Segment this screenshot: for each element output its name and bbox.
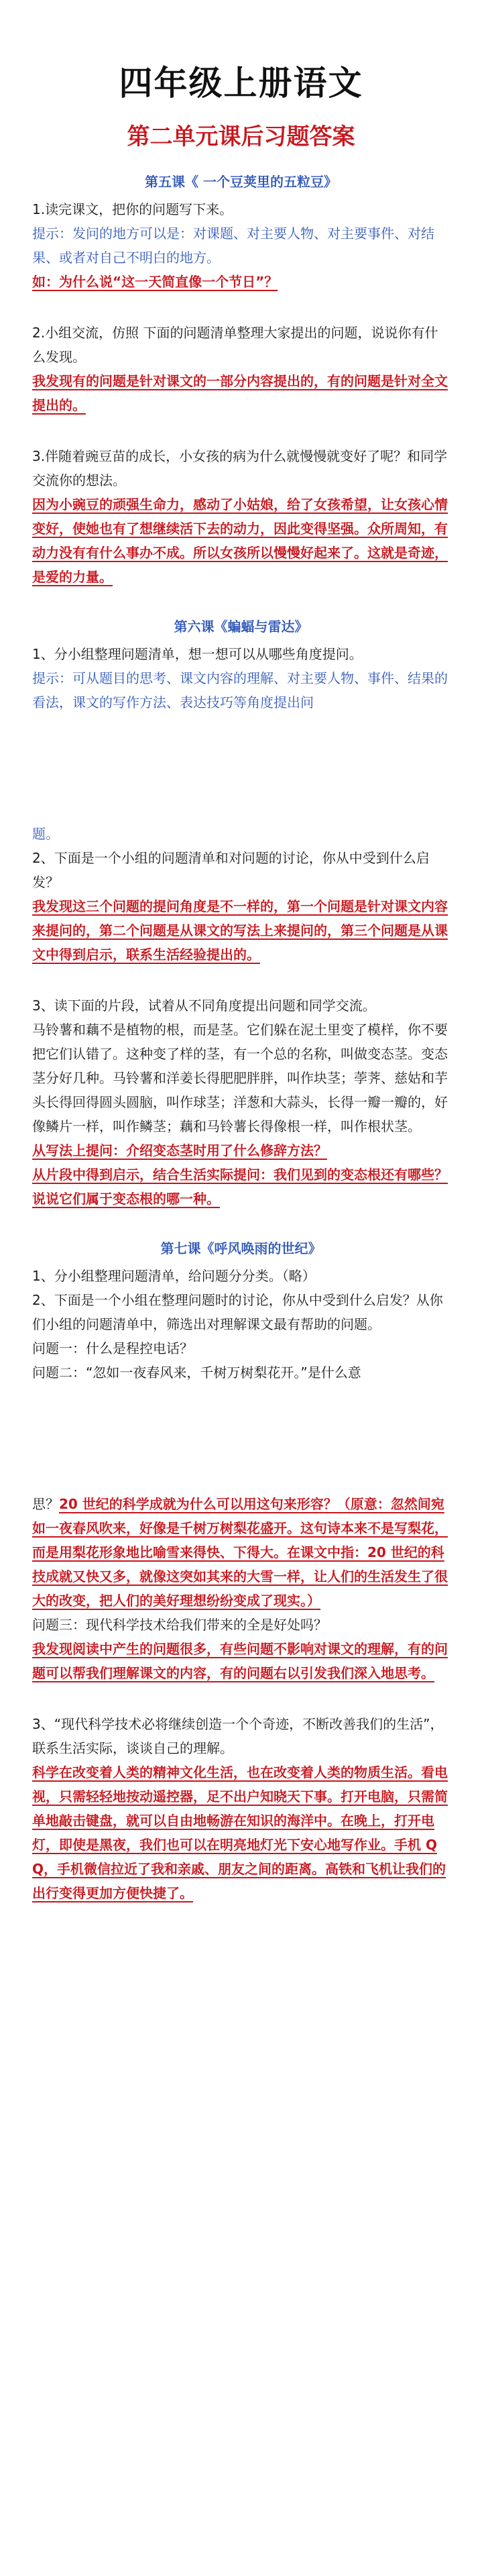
spacer — [32, 294, 450, 321]
lesson-5-question-1-example: 如：为什么说“这一天简直像一个节日”？ — [32, 274, 278, 290]
lesson-5-question-1-hint: 提示：发问的地方可以是：对课题、对主要人物、对主要事件、对结果、或者对自己不明白的地方。 — [32, 225, 434, 266]
page-title: 四年级上册语文 — [119, 64, 363, 103]
spacer — [32, 589, 450, 616]
lesson-6-question-2: 2、下面是一个小组的问题清单和对问题的讨论，你从中受到什么启发？ — [32, 850, 430, 890]
lesson-5-question-2-answer: 我发现有的问题是针对课文的一部分内容提出的，有的问题是针对全文提出的。 — [32, 373, 448, 413]
spacer — [32, 417, 450, 444]
lesson-6-heading: 第六课《蝙蝠与雷达》 — [174, 619, 308, 635]
lesson-6-question-2-answer: 我发现这三个问题的提问角度是不一样的，第一个问题是针对课文内容来提问的，第二个问题是从课文的写法上来提问的，第三个问题是从课文中得到启示，联系生活经验提出的。 — [32, 898, 448, 963]
spacer — [32, 1211, 450, 1238]
lesson-6-question-3-answer-2: 从片段中得到启示，结合生活实际提问：我们见到的变态根还有哪些？说说它们属于变态根的哪一种。 — [32, 1167, 448, 1207]
lesson-7-question-2: 2、下面是一个小组在整理问题时的讨论，你从中受到什么启发？从你们小组的问题清单中，筛选出对理解课文最有帮助的问题。 — [32, 1292, 443, 1332]
lesson-5-question-1: 1.读完课文，把你的问题写下来。 — [32, 201, 233, 217]
page-subtitle: 第二单元课后习题答案 — [127, 123, 355, 150]
lesson-6-question-1: 1、分小组整理问题清单，想一想可以从哪些角度提问。 — [32, 646, 363, 662]
lesson-7-question-2-item-3-answer: 我发现阅读中产生的问题很多，有些问题不影响对课文的理解，有的问题可以帮我们理解课文的内容，有的问题右以引发我们深入地思考。 — [32, 1641, 448, 1681]
lesson-5-question-3: 3.伴随着豌豆苗的成长，小女孩的病为什么就慢慢就变好了呢？和同学交流你的想法。 — [32, 448, 448, 488]
lesson-6-passage: 马铃薯和藕不是植物的根，而是茎。它们躲在泥土里变了模样，你不要把它们认错了。这种变了样的茎，有一个总的名称，叫做变态茎。变态茎分好几种。马铃薯和洋姜长得肥肥胖胖，叫作块茎；荸荠、慈姑和芋头长得回得圆头圆脑，叫作球茎；洋葱和大蒜头，长得一瓣一瓣的，好像鳞片一样，叫作鳞茎；藕和马铃薯长得像根一样，叫作根状茎。 — [32, 1022, 448, 1134]
lesson-7-question-2-item-2-continued — [32, 1492, 450, 1613]
lesson-7-section — [32, 1238, 450, 1905]
lesson-6-section — [32, 616, 450, 1211]
spacer — [32, 1385, 450, 1492]
lesson-5-question-2: 2.小组交流，仿照 下面的问题清单整理大家提出的问题，说说你有什么发现。 — [32, 325, 438, 365]
lesson-7-question-2-item-2-answer: 20 世纪的科学成就为什么可以用这句来形容？（原意：忽然间宛如一夜春风吹来，好像是千树万树梨花盛开。这句诗本来不是写梨花，而是用梨花形象地比喻雪来得快、下得大。在课文中指：20 世纪的科技成就又快又多，就像这突如其来的大雪一样，让人们的生活发生了很大的改变，把人们的美好理想纷纷变成了现实。） — [32, 1496, 448, 1609]
lesson-7-question-2-item-1: 问题一：什么是程控电话？ — [32, 1340, 193, 1356]
spacer — [32, 967, 450, 994]
lesson-7-heading: 第七课《呼风唤雨的世纪》 — [160, 1240, 322, 1256]
lesson-5-section — [32, 171, 450, 589]
lesson-7-question-3-answer: 科学在改变着人类的精神文化生活，也在改变着人类的物质生活。看电视，只需轻轻地按动遥控器，足不出户知晓天下事。打开电脑，只需简单地敲击键盘，就可以自由地畅游在知识的海洋中。在晚上，打开电灯，即使是黑夜，我们也可以在明亮地灯光下安心地写作业。手机 QQ，手机微信拉近了我和亲戚、朋友之间的距离。高铁和飞机让我们的出行变得更加方便快捷了。 — [32, 1764, 448, 1901]
spacer — [32, 1685, 450, 1712]
lesson-7-question-3: 3、“现代科学技术必将继续创造一个个奇迹，不断改善我们的生活”，联系生活实际，谈谈自己的理解。 — [32, 1716, 444, 1756]
lesson-7-question-1: 1、分小组整理问题清单，给问题分分类。（略） — [32, 1268, 316, 1284]
lesson-6-question-1-hint: 提示：可从题目的思考、课文内容的理解、对主要人物、事件、结果的看法，课文的写作方法、表达技巧等角度提出问 — [32, 670, 448, 710]
lesson-7-question-2-item-2-end: 思？ — [32, 1496, 59, 1512]
lesson-6-question-1-hint-end: 题。 — [32, 826, 59, 842]
lesson-6-question-3: 3、读下面的片段，试着从不同角度提出问题和同学交流。 — [32, 998, 376, 1014]
lesson-5-heading: 第五课《 一个豆荚里的五粒豆》 — [145, 174, 337, 190]
lesson-7-question-2-item-2: 问题二：“忽如一夜春风来，千树万树梨花开。”是什么意 — [32, 1364, 361, 1381]
lesson-5-question-3-answer: 因为小豌豆的顽强生命力，感动了小姑娘，给了女孩希望，让女孩心情变好，使她也有了想继续活下去的动力，因此变得坚强。众所周知，有动力没有有什么事办不成。所以女孩所以慢慢好起来了。这就是奇迹，是爱的力量。 — [32, 496, 448, 585]
spacer — [32, 714, 450, 822]
lesson-6-question-3-answer-1: 从写法上提问：介绍变态茎时用了什么修辞方法？ — [32, 1142, 327, 1159]
lesson-7-question-2-item-3: 问题三：现代科学技术给我们带来的全是好处吗？ — [32, 1617, 327, 1633]
